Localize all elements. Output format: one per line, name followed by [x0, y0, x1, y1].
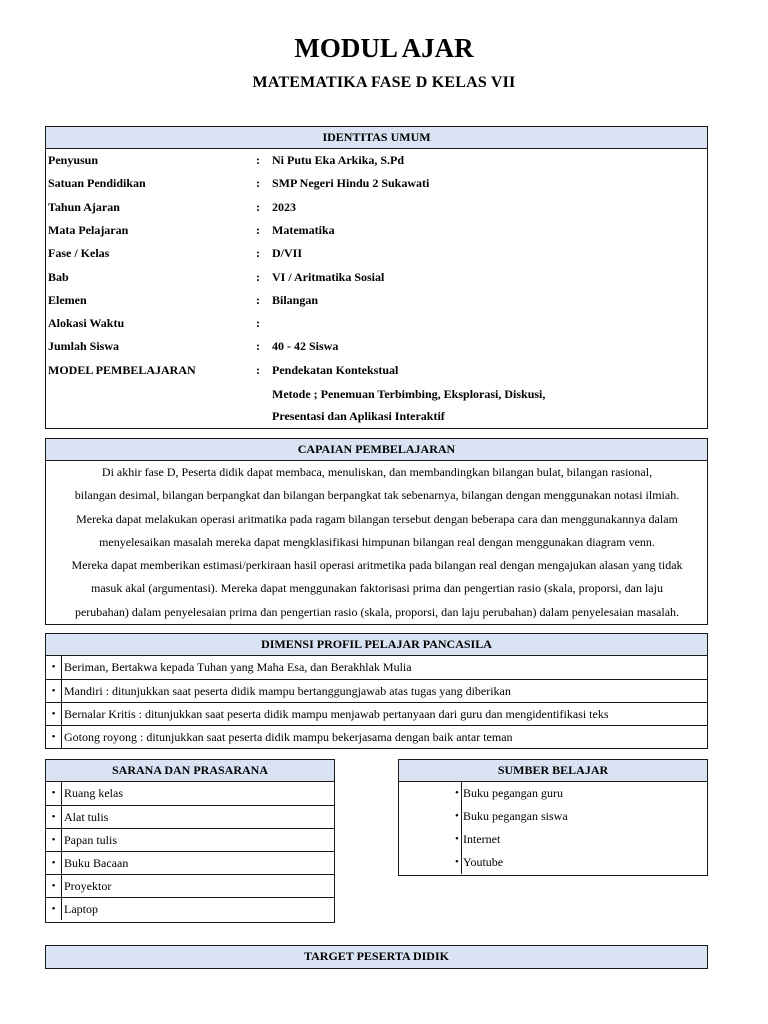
identitas-label: Jumlah Siswa [48, 339, 120, 354]
list-item: • Buku pegangan siswa [399, 805, 707, 828]
capaian-line: perubahan) dalam penyelesaian prima dan pengertian rasio (skala, proporsi, dan laju perubahan) dalam penyelesaian masalah. [74, 604, 680, 619]
bullet-icon: • [46, 703, 62, 725]
list-item: • Proyektor [46, 874, 334, 897]
identitas-row [48, 149, 698, 172]
target-heading: TARGET PESERTA DIDIK [46, 946, 707, 968]
dimensi-heading: DIMENSI PROFIL PELAJAR PANCASILA [46, 634, 707, 656]
bullet-icon: • [46, 680, 62, 702]
identitas-row [48, 312, 698, 335]
identitas-label: Tahun Ajaran [48, 199, 120, 214]
bullet-icon: • [455, 856, 459, 868]
identitas-extra-line: Metode ; Penemuan Terbimbing, Eksplorasi, Diskusi, [272, 387, 546, 401]
list-item: • Youtube [399, 851, 707, 874]
bullet-icon: • [46, 726, 62, 748]
bullet-icon: • [46, 898, 62, 920]
identitas-colon: : [256, 199, 260, 214]
capaian-line: masuk akal (argumentasi). Mereka dapat menggunakan faktorisasi prima dan pengertian rasio (skala, proporsi, dan laju [91, 581, 663, 596]
capaian-line: menyelesaikan masalah mereka dapat mengklasifikasi himpunan bilangan real dengan menggunakan diagram venn. [99, 534, 655, 549]
list-item: • Beriman, Bertakwa kepada Tuhan yang Maha Esa, dan Berakhlak Mulia [46, 656, 707, 679]
target-section [45, 945, 708, 969]
identitas-colon: : [256, 176, 260, 191]
identitas-row [48, 172, 698, 195]
bullet-icon: • [46, 782, 62, 805]
identitas-row [48, 359, 698, 382]
identitas-value: 2023 [272, 199, 296, 214]
bullet-icon: • [46, 829, 62, 851]
identitas-extra-line: Presentasi dan Aplikasi Interaktif [272, 409, 445, 423]
identitas-colon: : [256, 269, 260, 284]
list-item: • Mandiri : ditunjukkan saat peserta didik mampu bertanggungjawab atas tugas yang diberikan [46, 679, 707, 702]
identitas-label: Bab [48, 269, 69, 284]
identitas-colon: : [256, 316, 260, 331]
identitas-value: VI / Aritmatika Sosial [272, 269, 385, 284]
list-item: • Buku pegangan guru [399, 782, 707, 805]
sarana-list [46, 782, 334, 920]
list-item: • Bernalar Kritis : ditunjukkan saat peserta didik mampu menjawab pertanyaan dari guru dan mengidentifikasi teks [46, 702, 707, 725]
identitas-value: SMP Negeri Hindu 2 Sukawati [272, 176, 430, 191]
identitas-value: Ni Putu Eka Arkika, S.Pd [272, 153, 405, 167]
sumber-section [398, 759, 708, 876]
identitas-row [48, 335, 698, 358]
capaian-paragraph [46, 461, 708, 624]
bullet-icon: • [455, 810, 459, 822]
identitas-value: 40 - 42 Siswa [272, 339, 339, 354]
capaian-heading: CAPAIAN PEMBELAJARAN [46, 439, 707, 461]
identitas-row [48, 289, 698, 312]
identitas-label: MODEL PEMBELAJARAN [48, 362, 196, 377]
identitas-section [45, 126, 708, 429]
list-item: • Alat tulis [46, 805, 334, 828]
capaian-line: Mereka dapat melakukan operasi aritmatika pada ragam bilangan tersebut dengan beberapa cara dan menggunakannya dalam [76, 511, 678, 526]
sumber-list [399, 782, 707, 874]
bullet-icon: • [455, 787, 459, 799]
sumber-heading: SUMBER BELAJAR [399, 760, 707, 782]
list-item: • Buku Bacaan [46, 851, 334, 874]
identitas-row [48, 242, 698, 265]
list-item: • Laptop [46, 897, 334, 920]
bullet-icon: • [46, 656, 62, 679]
list-item: • Internet [399, 828, 707, 851]
list-item: • Ruang kelas [46, 782, 334, 805]
sarana-section [45, 759, 335, 923]
capaian-section [45, 438, 708, 625]
identitas-row [48, 196, 698, 219]
identitas-label: Alokasi Waktu [48, 316, 125, 331]
bullet-icon: • [46, 875, 62, 897]
page-subtitle: MATEMATIKA FASE D KELAS VII [252, 74, 516, 91]
identitas-row [48, 219, 698, 242]
identitas-label: Penyusun [48, 153, 99, 167]
identitas-colon: : [256, 222, 260, 237]
sarana-heading: SARANA DAN PRASARANA [46, 760, 334, 782]
identitas-label: Fase / Kelas [48, 246, 110, 261]
identitas-value: Matematika [272, 222, 335, 237]
bullet-icon: • [455, 833, 459, 845]
identitas-colon: : [256, 362, 260, 377]
identitas-colon: : [256, 292, 260, 307]
identitas-value: D/VII [272, 246, 303, 261]
identitas-heading: IDENTITAS UMUM [46, 127, 707, 149]
capaian-line: bilangan desimal, bilangan berpangkat dan bilangan berpangkat tak sebenarnya, bilangan dengan menggunakan notasi ilmiah. [74, 488, 680, 503]
identitas-colon: : [256, 339, 260, 354]
identitas-colon: : [256, 153, 260, 167]
capaian-line: Mereka dapat memberikan estimasi/perkiraan hasil operasi aritmetika pada bilangan real dengan mengajukan alasan yang tidak [71, 558, 683, 573]
identitas-label: Mata Pelajaran [48, 222, 129, 237]
dimensi-section [45, 633, 708, 749]
identitas-row [48, 266, 698, 289]
identitas-colon: : [256, 246, 260, 261]
dimensi-list [46, 656, 707, 748]
page-title: MODUL AJAR [294, 33, 474, 63]
identitas-label: Elemen [48, 292, 87, 307]
identitas-value: Pendekatan Kontekstual [272, 362, 399, 377]
identitas-value: Bilangan [272, 292, 319, 307]
capaian-line: Di akhir fase D, Peserta didik dapat membaca, menuliskan, dan membandingkan bilangan bulat, bilangan rasional, [101, 465, 653, 479]
bullet-icon: • [46, 852, 62, 874]
identitas-label: Satuan Pendidikan [48, 176, 146, 191]
bullet-icon: • [46, 806, 62, 828]
list-item: • Gotong royong : ditunjukkan saat peserta didik mampu bekerjasama dengan baik antar teman [46, 725, 707, 748]
list-item: • Papan tulis [46, 828, 334, 851]
